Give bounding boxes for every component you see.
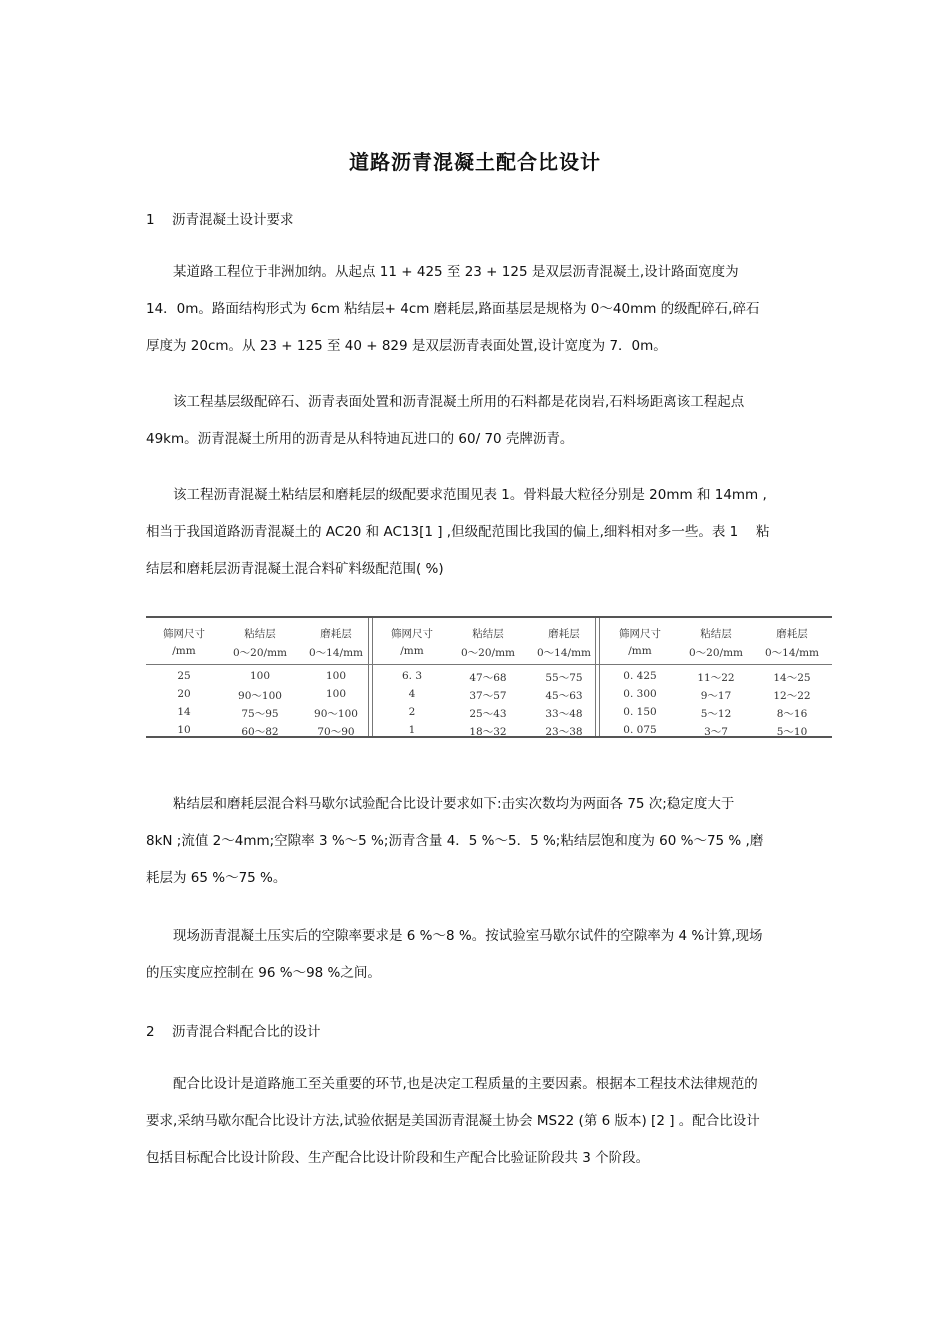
gradation-table: [146, 616, 832, 738]
table-header-cell: /mm: [628, 645, 652, 657]
table-header-cell: 0～14/mm: [765, 647, 819, 659]
table-cell: 55～75: [545, 672, 583, 684]
table-header-cell: 磨耗层: [320, 628, 352, 640]
table-cell: 75～95: [241, 708, 279, 720]
table-header-cell: 粘结层: [244, 628, 276, 640]
table-header-cell: 粘结层: [700, 628, 732, 640]
table-header-cell: /mm: [400, 645, 424, 657]
table-cell: 47～68: [469, 672, 507, 684]
table-cell: 0. 300: [623, 688, 657, 700]
table-cell: 90～100: [314, 708, 358, 720]
section-1-heading: [146, 208, 294, 228]
document-title: 道路沥青混凝土配合比设计: [349, 150, 601, 174]
table-top-rule: [146, 616, 832, 618]
table-cell: 6. 3: [401, 670, 423, 682]
table-cell: 25: [177, 670, 191, 682]
table-cell: 20: [177, 688, 191, 700]
table-cell: 0. 150: [623, 706, 657, 718]
text-line: 的压实度应控制在 96 %～98 %之间。: [146, 965, 381, 981]
text-line: 8kN ;流值 2～4mm;空隙率 3 %～5 %;沥青含量 4．5 %～5．5 %;粘结层饱和度为 60 %～75 % ,磨: [146, 833, 764, 849]
paragraph-compaction: [146, 918, 806, 992]
text-line: 现场沥青混凝土压实后的空隙率要求是 6 %～8 %。按试验室马歇尔试件的空隙率为 4 %计算,现场: [173, 928, 763, 944]
text-line: 49km。沥青混凝土所用的沥青是从科特迪瓦进口的 60/ 70 壳牌沥青。: [146, 431, 574, 447]
text-line: 14．0m。路面结构形式为 6cm 粘结层+ 4cm 磨耗层,路面基层是规格为 0～40mm 的级配碎石,碎石: [146, 301, 760, 317]
text-line: 粘结层和磨耗层混合料马歇尔试验配合比设计要求如下:击实次数均为两面各 75 次;稳定度大于: [173, 796, 735, 812]
table-header-rule: [146, 664, 832, 665]
table-cell: 100: [249, 670, 271, 682]
table-header-cell: 0～14/mm: [309, 647, 363, 659]
table-cell: 100: [325, 688, 347, 700]
table-cell: 90～100: [238, 690, 282, 702]
section-2-heading: [146, 1020, 321, 1040]
text-line: 该工程沥青混凝土粘结层和磨耗层的级配要求范围见表 1。骨料最大粒径分别是 20mm 和 14mm ,: [173, 487, 767, 503]
section-number: 1: [146, 212, 155, 228]
table-cell: 8～16: [776, 708, 808, 720]
section-title: 沥青混合料配合比的设计: [172, 1024, 321, 1040]
table-cell: 4: [408, 688, 416, 700]
table-cell: 18～32: [469, 726, 507, 738]
table-cell: 11～22: [697, 672, 735, 684]
table-cell: 5～10: [776, 726, 808, 738]
table-cell: 0. 075: [623, 724, 657, 736]
table-header-cell: 0～14/mm: [537, 647, 591, 659]
text-line: 该工程基层级配碎石、沥青表面处置和沥青混凝土所用的石料都是花岗岩,石料场距离该工程起点: [173, 394, 745, 410]
table-cell: 70～90: [317, 726, 355, 738]
table-cell: 37～57: [469, 690, 507, 702]
table-cell: 9～17: [700, 690, 732, 702]
text-line: 厚度为 20cm。从 23 + 125 至 40 + 829 是双层沥青表面处置,设计宽度为 7．0m。: [146, 338, 667, 354]
table-header-cell: /mm: [172, 645, 196, 657]
table-cell: 3～7: [704, 726, 728, 738]
text-line: 耗层为 65 %～75 %。: [146, 870, 287, 886]
table-cell: 14: [177, 706, 191, 718]
table-cell: 100: [325, 670, 347, 682]
table-header-cell: 0～20/mm: [461, 647, 515, 659]
table-cell: 25～43: [469, 708, 507, 720]
text-line: 包括目标配合比设计阶段、生产配合比设计阶段和生产配合比验证阶段共 3 个阶段。: [146, 1150, 650, 1166]
section-number: 2: [146, 1024, 155, 1040]
text-line: 结层和磨耗层沥青混凝土混合料矿料级配范围( %): [146, 561, 444, 577]
table-header-cell: 磨耗层: [776, 628, 808, 640]
paragraph-materials: [146, 384, 806, 458]
section-title: 沥青混凝土设计要求: [172, 212, 294, 228]
table-header-cell: 磨耗层: [548, 628, 580, 640]
table-header-cell: 筛网尺寸: [619, 628, 661, 640]
table-header-cell: 筛网尺寸: [163, 628, 205, 640]
text-line: 相当于我国道路沥青混凝土的 AC20 和 AC13[1 ] ,但级配范围比我国的偏上,细料相对多一些。表 1 粘: [146, 524, 770, 540]
paragraph-project-overview: [146, 254, 806, 365]
text-line: 要求,采纳马歇尔配合比设计方法,试验依据是美国沥青混凝土协会 MS22 (第 6 版本) [2 ] 。配合比设计: [146, 1113, 760, 1129]
table-cell: 1: [408, 724, 416, 736]
text-line: 某道路工程位于非洲加纳。从起点 11 + 425 至 23 + 125 是双层沥青混凝土,设计路面宽度为: [173, 264, 739, 280]
table-cell: 45～63: [545, 690, 583, 702]
table-header-cell: 0～20/mm: [689, 647, 743, 659]
text-line: 配合比设计是道路施工至关重要的环节,也是决定工程质量的主要因素。根据本工程技术法律规范的: [173, 1076, 758, 1092]
table-header-cell: 0～20/mm: [233, 647, 287, 659]
table-header-cell: 粘结层: [472, 628, 504, 640]
table-cell: 33～48: [545, 708, 583, 720]
table-cell: 2: [408, 706, 416, 718]
paragraph-gradation: [146, 477, 806, 588]
table-header-cell: 筛网尺寸: [391, 628, 433, 640]
table-cell: 14～25: [773, 672, 811, 684]
paragraph-marshall-requirements: [146, 786, 806, 897]
table-cell: 60～82: [241, 726, 279, 738]
paragraph-mix-design: [146, 1066, 806, 1177]
table-cell: 5～12: [700, 708, 732, 720]
table-cell: 23～38: [545, 726, 583, 738]
table-cell: 10: [177, 724, 191, 736]
table-cell: 0. 425: [623, 670, 657, 682]
table-cell: 12～22: [773, 690, 811, 702]
